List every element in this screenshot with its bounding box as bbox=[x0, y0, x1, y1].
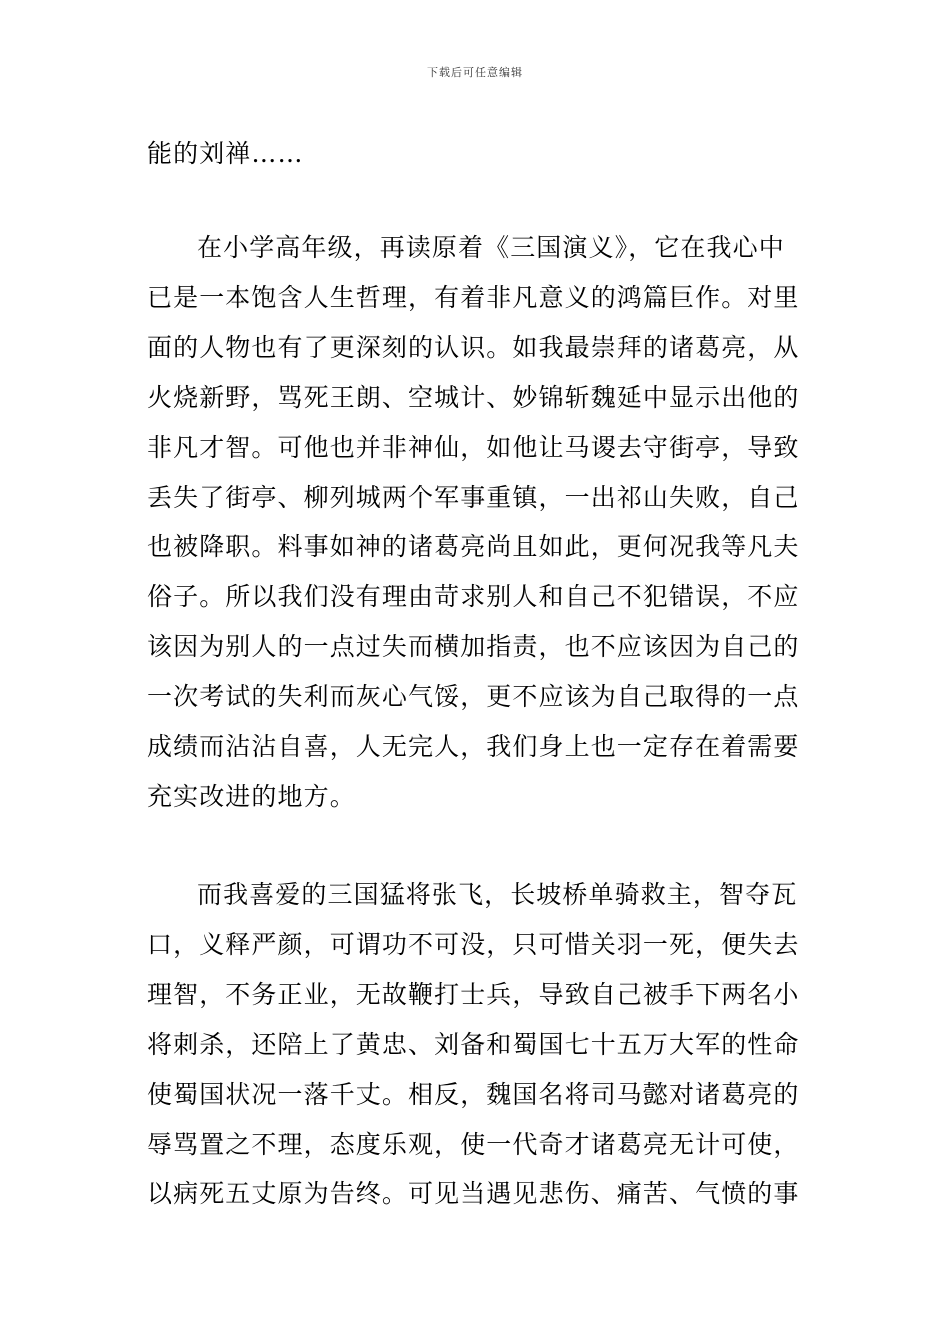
paragraph-line: 以病死五丈原为告终。可见当遇见悲伤、痛苦、气愤的事 bbox=[147, 1179, 800, 1208]
paragraph-line: 口，义释严颜，可谓功不可没，只可惜关羽一死，便失去 bbox=[147, 930, 800, 959]
paragraph-first-line: 在小学高年级，再读原着《三国演义》，它在我心中 bbox=[197, 233, 785, 262]
paragraph-line: 辱骂置之不理，态度乐观，使一代奇才诸葛亮无计可使， bbox=[147, 1130, 800, 1159]
paragraph-line: 使蜀国状况一落千丈。相反，魏国名将司马懿对诸葛亮的 bbox=[147, 1080, 800, 1109]
paragraph-line: 充实改进的地方。 bbox=[147, 782, 356, 811]
paragraph-line: 成绩而沾沾自喜，人无完人，我们身上也一定存在着需要 bbox=[147, 732, 800, 761]
paragraph-line: 面的人物也有了更深刻的认识。如我最崇拜的诸葛亮，从 bbox=[147, 333, 800, 362]
paragraph-line: 非凡才智。可他也并非神仙，如他让马谡去守街亭，导致 bbox=[147, 433, 800, 462]
page-header: 下载后可任意编辑 bbox=[427, 66, 523, 79]
paragraph-line: 理智，不务正业，无故鞭打士兵，导致自己被手下两名小 bbox=[147, 980, 800, 1009]
paragraph-line: 一次考试的失利而灰心气馁，更不应该为自己取得的一点 bbox=[147, 682, 800, 711]
paragraph-line: 丢失了街亭、柳列城两个军事重镇，一出祁山失败，自己 bbox=[147, 483, 800, 512]
paragraph-line: 俗子。所以我们没有理由苛求别人和自己不犯错误，不应 bbox=[147, 582, 800, 611]
paragraph-line: 已是一本饱含人生哲理，有着非凡意义的鸿篇巨作。对里 bbox=[147, 283, 800, 312]
paragraph-line: 火烧新野，骂死王朗、空城计、妙锦斩魏延中显示出他的 bbox=[147, 383, 800, 412]
paragraph-line: 该因为别人的一点过失而横加指责，也不应该因为自己的 bbox=[147, 632, 800, 661]
paragraph-line: 将刺杀，还陪上了黄忠、刘备和蜀国七十五万大军的性命 bbox=[147, 1030, 800, 1059]
paragraph-line: 也被降职。料事如神的诸葛亮尚且如此，更何况我等凡夫 bbox=[147, 532, 800, 561]
paragraph-first-line: 而我喜爱的三国猛将张飞，长坡桥单骑救主，智夺瓦 bbox=[197, 880, 798, 909]
paragraph-line: 能的刘禅…… bbox=[147, 139, 304, 168]
